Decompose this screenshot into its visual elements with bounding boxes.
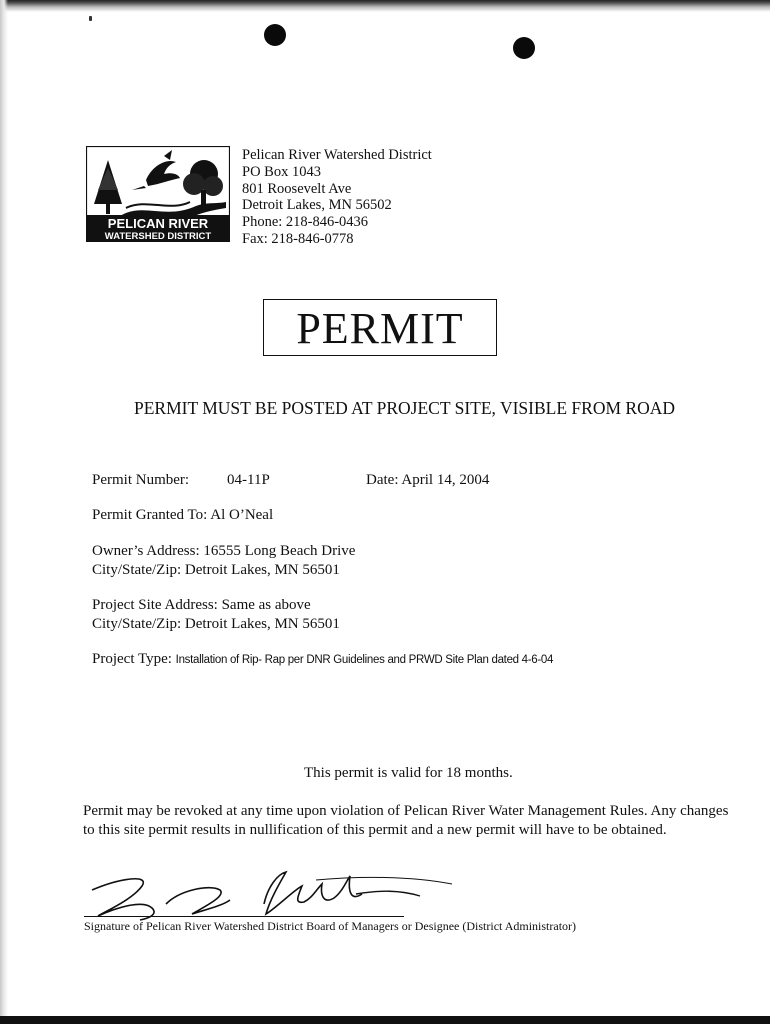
logo-line1: PELICAN RIVER bbox=[107, 216, 209, 231]
project-type bbox=[92, 651, 553, 668]
permit-title-box bbox=[263, 299, 497, 356]
owner-city-state-zip: City/State/Zip: Detroit Lakes, MN 56501 bbox=[92, 562, 340, 578]
city-state-zip: Detroit Lakes, MN 56502 bbox=[242, 197, 392, 214]
pelican-river-logo bbox=[86, 146, 230, 242]
logo-line2: WATERSHED DISTRICT bbox=[104, 231, 212, 242]
permit-number: 04-11P bbox=[227, 472, 270, 488]
project-site-city-state-zip: City/State/Zip: Detroit Lakes, MN 56501 bbox=[92, 616, 340, 632]
scan-edge-bottom bbox=[0, 1016, 770, 1024]
project-type-label: Project Type: bbox=[92, 651, 172, 667]
district-address bbox=[242, 147, 432, 248]
district-name: Pelican River Watershed District bbox=[242, 147, 432, 163]
punch-hole-left bbox=[264, 24, 286, 46]
project-site-address: Project Site Address: Same as above bbox=[92, 597, 311, 613]
scan-speck bbox=[89, 16, 92, 21]
scan-edge-left bbox=[0, 0, 8, 1024]
project-type-value: Installation of Rip- Rap per DNR Guidelines and PRWD Site Plan dated 4-6-04 bbox=[175, 654, 554, 666]
posting-notice: PERMIT MUST BE POSTED AT PROJECT SITE, VISIBLE FROM ROAD bbox=[134, 398, 675, 418]
signature-caption: Signature of Pelican River Watershed District Board of Managers or Designee (District Administrator) bbox=[84, 919, 577, 933]
fax-number: Fax: 218-846-0778 bbox=[242, 230, 354, 247]
permit-number-label: Permit Number: bbox=[92, 472, 190, 488]
signature-line bbox=[84, 916, 404, 917]
permit-granted-to: Permit Granted To: Al O’Neal bbox=[92, 507, 274, 523]
validity-statement: This permit is valid for 18 months. bbox=[304, 765, 513, 781]
permit-date: Date: April 14, 2004 bbox=[366, 472, 490, 488]
phone-number: Phone: 218-846-0436 bbox=[242, 214, 369, 231]
scan-edge-top bbox=[0, 0, 770, 12]
po-box: PO Box 1043 bbox=[242, 163, 321, 180]
revocation-statement: Permit may be revoked at any time upon violation of Pelican River Water Management Rules. Any changes to this site permit results in nullification of this permit and a new permit will have to be obtained. bbox=[83, 803, 729, 838]
punch-hole-right bbox=[513, 37, 535, 59]
permit-title: PERMIT bbox=[296, 304, 464, 353]
street-address: 801 Roosevelt Ave bbox=[242, 180, 352, 197]
owner-address: Owner’s Address: 16555 Long Beach Drive bbox=[92, 543, 356, 559]
